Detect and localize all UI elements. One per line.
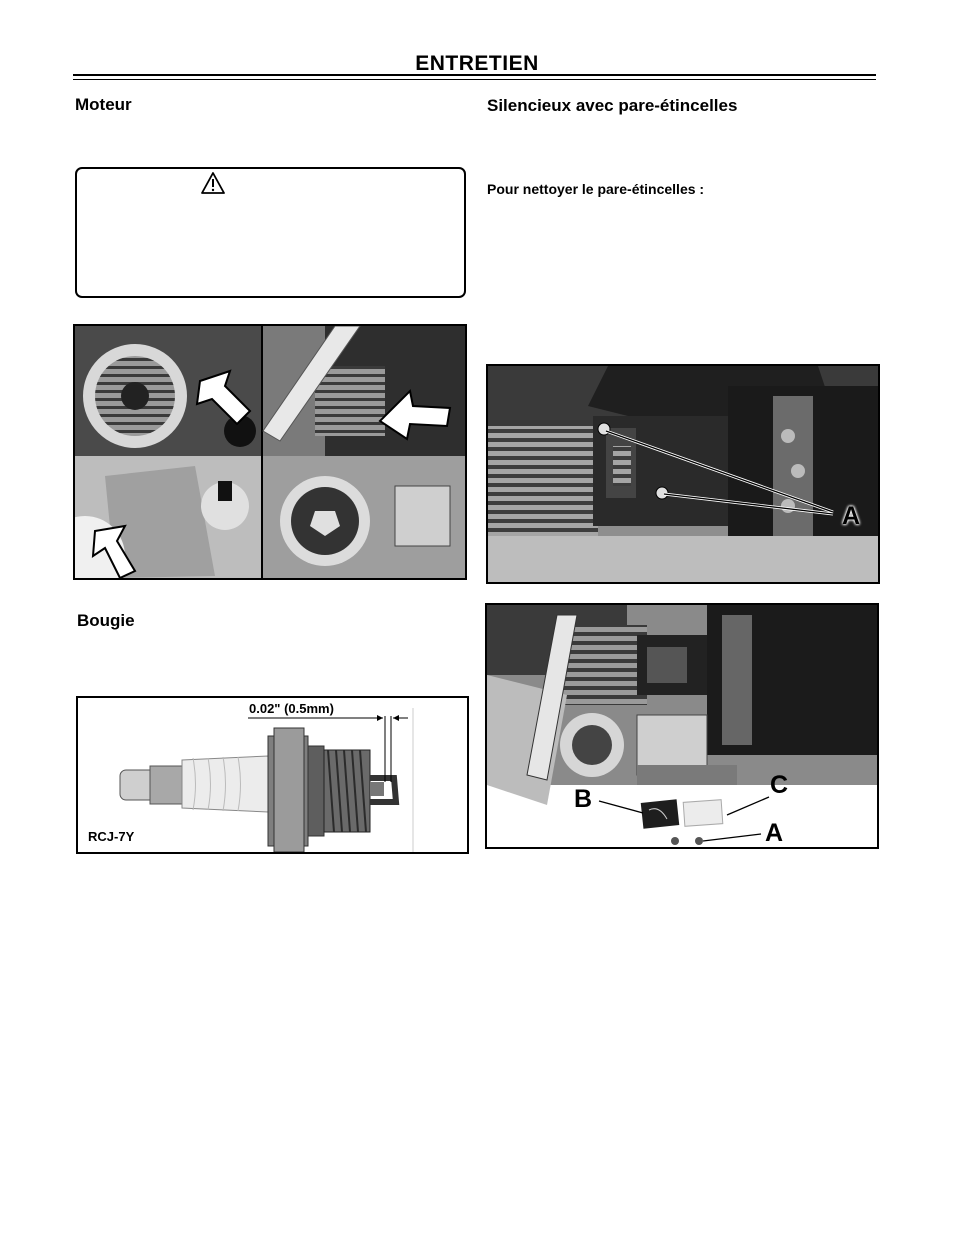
muffler-photo-1 [486,364,880,584]
section-heading-silencieux: Silencieux avec pare-étincelles [487,96,738,115]
muffler-illustration-2 [487,605,877,847]
warning-triangle-icon [201,172,225,194]
header-rule-thick [73,74,876,76]
label-a-bottom: A [765,819,784,847]
section-heading-moteur: Moteur [75,95,132,114]
page-title: ENTRETIEN [415,52,539,75]
muffler-photo-2 [485,603,879,849]
label-b: B [574,785,593,813]
label-a-top: A [842,502,861,530]
warning-box [75,167,466,298]
section-heading-bougie: Bougie [77,611,135,630]
header-rule-thin [73,79,876,80]
muffler-illustration-1 [488,366,878,582]
spark-plug-figure [76,696,469,854]
engine-photo [73,324,467,580]
engine-photo-illustration [75,326,465,578]
gap-dimension-label: 0.02" (0.5mm) [249,701,334,716]
subheading-cleaning: Pour nettoyer le pare-étincelles : [487,181,705,197]
spark-plug-model: RCJ-7Y [88,829,135,844]
spark-plug-illustration [78,698,467,852]
label-c: C [770,771,789,799]
